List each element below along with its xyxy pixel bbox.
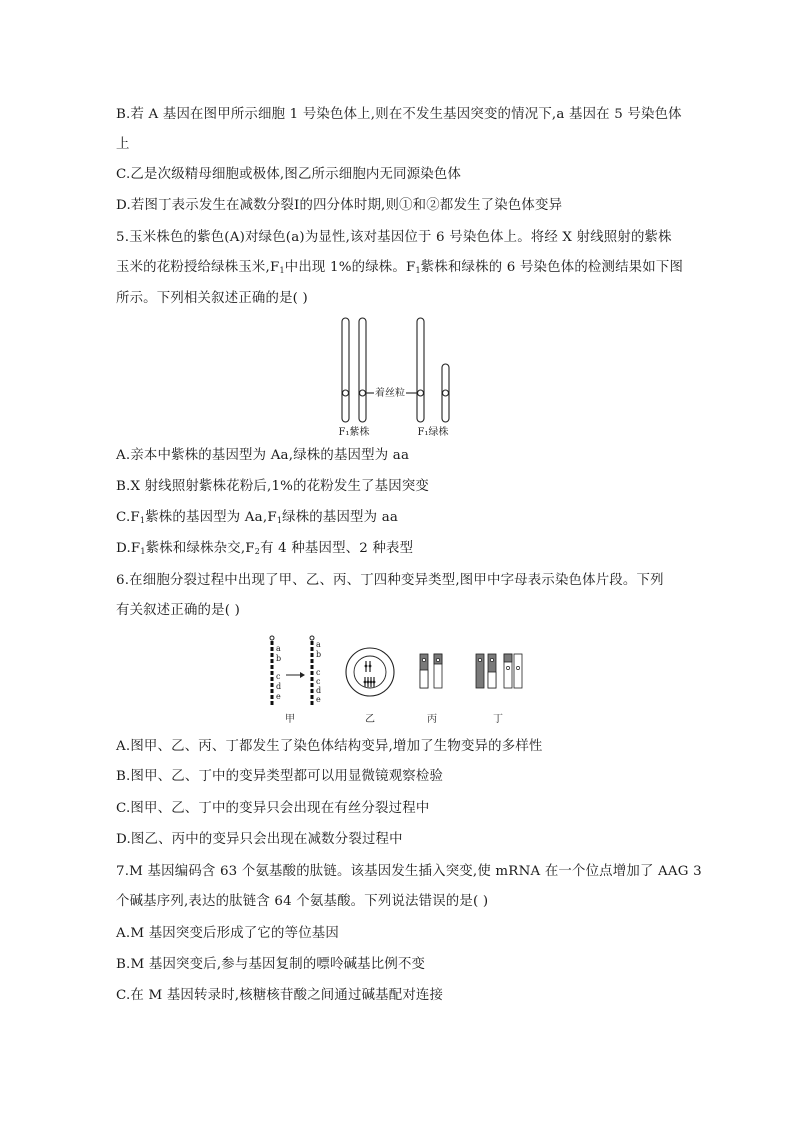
arrow-icon [300,672,305,678]
centromere [343,390,349,396]
q7-stem-line2: 个碱基序列,表达的肽链含 64 个氨基酸。下列说法错误的是( ) [116,894,489,909]
variation-diagram [262,632,532,724]
q4-option-b-line2: 上 [116,137,130,152]
segment-d: d [276,682,282,691]
segment-e: e [316,695,321,704]
q5-stem-line3: 所示。下列相关叙述正确的是( ) [116,291,308,306]
q7-stem-line1: 7.M 基因编码含 63 个氨基酸的肽链。该基因发生插入突变,使 mRNA 在一个位点增加了 AAG 3 [116,864,702,879]
panel-label-bing: 丙 [427,714,437,724]
q4-option-d: D.若图丁表示发生在减数分裂Ⅰ的四分体时期,则①和②都发生了染色体变异 [116,198,563,213]
chromosome-diagram [330,314,470,440]
segment-c: c [316,668,321,677]
panel-ding [476,654,522,724]
q6-option-d: D.图乙、丙中的变异只会出现在减数分裂过程中 [116,832,403,847]
segment-d: d [316,686,322,695]
segment-c: c [276,672,281,681]
panel-yi [346,648,394,724]
q5-stem-line1: 5.玉米株色的紫色(A)对绿色(a)为显性,该对基因位于 6 号染色体上。将经 X 射线照射的紫株 [116,230,672,245]
chromosome-purple-1 [342,318,349,422]
q4-option-b-line1: B.若 A 基因在图甲所示细胞 1 号染色体上,则在不发生基因突变的情况下,a 基因在 5 号染色体 [116,107,682,122]
q6-stem-line1: 6.在细胞分裂过程中出现了甲、乙、丙、丁四种变异类型,图甲中字母表示染色体片段。下列 [116,573,664,588]
panel-label-jia: 甲 [285,714,295,724]
q6-stem-line2: 有关叙述正确的是( ) [116,603,241,618]
q7-option-a: A.M 基因突变后形成了它的等位基因 [116,926,339,941]
f1-purple-label: F₁紫株 [338,427,370,438]
q5-chromosome-figure [330,314,470,440]
centromere [443,390,449,396]
segment-b: b [316,650,322,659]
q6-option-a: A.图甲、乙、丙、丁都发生了染色体结构变异,增加了生物变异的多样性 [116,739,543,754]
centromere [360,390,366,396]
centromere-label: 着丝粒 [375,388,405,399]
q5-option-b: B.X 射线照射紫株花粉后,1%的花粉发生了基因突变 [116,479,430,494]
q6-option-c: C.图甲、乙、丁中的变异只会出现在有丝分裂过程中 [116,801,430,816]
q6-option-b: B.图甲、乙、丁中的变异类型都可以用显微镜观察检验 [116,769,444,784]
q7-option-b: B.M 基因突变后,参与基因复制的嘌呤碱基比例不变 [116,957,426,972]
q7-option-c: C.在 M 基因转录时,核糖核苷酸之间通过碱基配对连接 [116,988,444,1003]
segment-e: e [276,692,281,701]
panel-jia [270,636,321,724]
q5-option-d: $D.F_1$紫株和绿株杂交$,F_2$有 4 种基因型、2 种表型 [116,541,414,556]
panel-label-ding: 丁 [493,714,503,724]
panel-label-yi: 乙 [365,714,375,724]
q4-option-c: C.乙是次级精母细胞或极体,图乙所示细胞内无同源染色体 [116,167,462,182]
q5-option-c: $C.F_1$紫株的基因型为 $Aa,F_1$绿株的基因型为 aa [116,510,399,525]
q5-option-a: A.亲本中紫株的基因型为 Aa,绿株的基因型为 aa [116,448,410,463]
centromere [418,390,424,396]
segment-b: b [276,654,282,663]
f1-green-label: F₁绿株 [417,427,449,438]
segment-a: a [276,644,281,653]
q5-stem-line2: 玉米的花粉授给绿株玉米$,F_1$中出现 1%的绿株。$F_1$紫株和绿株的 6 号染色体的检测结果如下图 [116,260,684,275]
segment-a: a [316,640,321,649]
q6-variation-figure [262,632,532,724]
panel-bing [420,654,442,724]
chromosome-purple-2 [359,318,366,422]
chromosome-green-1 [417,318,424,422]
segment-c: c [316,677,321,686]
